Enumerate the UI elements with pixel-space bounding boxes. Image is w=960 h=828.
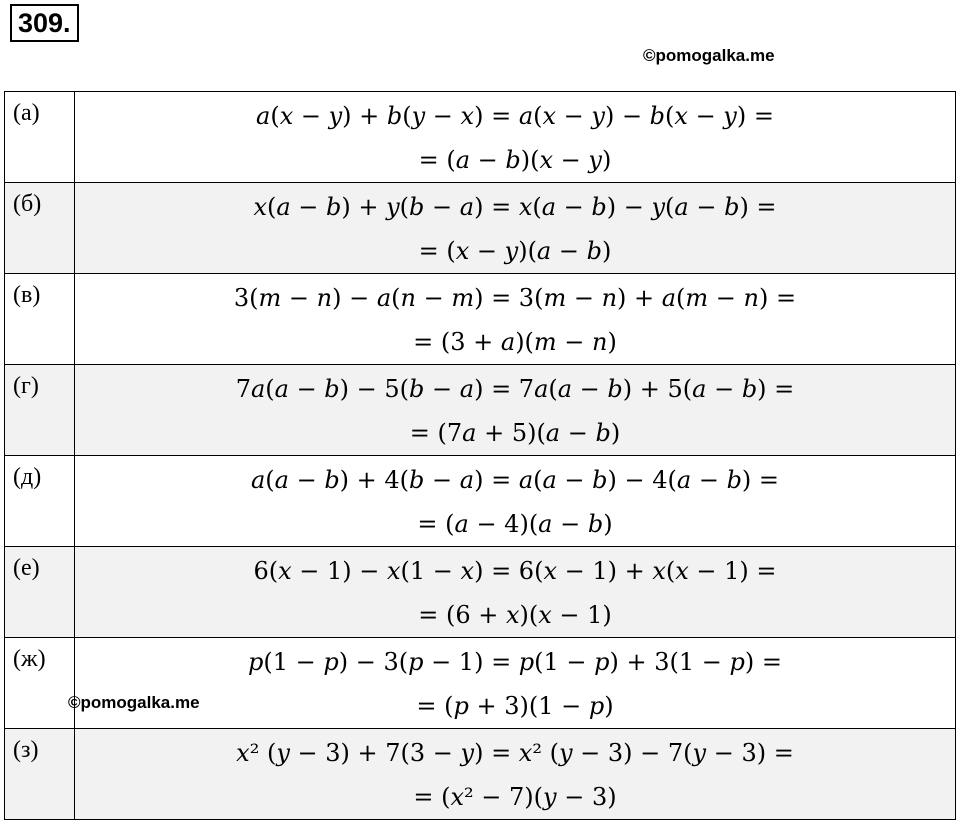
row-math <box>75 729 956 820</box>
table-row-v <box>5 274 956 365</box>
watermark-mid: ©pomogalka.me <box>68 693 200 712</box>
row-label: (ж) <box>5 638 75 729</box>
table-row-z <box>5 729 956 820</box>
table-row-e <box>5 547 956 638</box>
equation-line-2: = (3 + 𝑎)(𝑚 − 𝑛) <box>413 328 617 356</box>
equation-line-1: 6(𝑥 − 1) − 𝑥(1 − 𝑥) = 6(𝑥 − 1) + 𝑥(𝑥 − 1) = <box>253 557 777 585</box>
row-label: (г) <box>5 365 75 456</box>
equation-line-2: = (𝑎 − 𝑏)(𝑥 − 𝑦) <box>418 146 612 174</box>
equation-line-2: = (6 + 𝑥)(𝑥 − 1) <box>418 601 612 629</box>
equation-line-2: = (𝑎 − 4)(𝑎 − 𝑏) <box>417 510 613 538</box>
table-row-g <box>5 365 956 456</box>
row-math <box>75 456 956 547</box>
row-math <box>75 365 956 456</box>
equation-line-1: 7𝑎(𝑎 − 𝑏) − 5(𝑏 − 𝑎) = 7𝑎(𝑎 − 𝑏) + 5(𝑎 − 𝑏) = <box>235 375 795 403</box>
row-math <box>75 92 956 183</box>
equation-line-2: = (𝑥 − 𝑦)(𝑎 − 𝑏) <box>418 237 612 265</box>
row-label: (в) <box>5 274 75 365</box>
table-row-b <box>5 183 956 274</box>
row-math <box>75 183 956 274</box>
table-row-zh <box>5 638 956 729</box>
equation-line-2: = (𝑝 + 3)(1 − 𝑝) <box>416 692 614 720</box>
equation-line-2: = (7𝑎 + 5)(𝑎 − 𝑏) <box>409 419 621 447</box>
row-label: (д) <box>5 456 75 547</box>
row-math <box>75 638 956 729</box>
row-math <box>75 547 956 638</box>
equation-line-1: 𝑝(1 − 𝑝) − 3(𝑝 − 1) = 𝑝(1 − 𝑝) + 3(1 − 𝑝) = <box>247 648 782 676</box>
row-label: (б) <box>5 183 75 274</box>
equation-line-1: 3(𝑚 − 𝑛) − 𝑎(𝑛 − 𝑚) = 3(𝑚 − 𝑛) + 𝑎(𝑚 − 𝑛) = <box>233 284 797 312</box>
problem-number: 309. <box>10 4 79 42</box>
watermark-top: ©pomogalka.me <box>643 46 775 65</box>
row-label: (е) <box>5 547 75 638</box>
row-math <box>75 274 956 365</box>
row-label: (а) <box>5 92 75 183</box>
table-row-a <box>5 92 956 183</box>
equation-line-1: 𝑎(𝑥 − 𝑦) + 𝑏(𝑦 − 𝑥) = 𝑎(𝑥 − 𝑦) − 𝑏(𝑥 − 𝑦) = <box>256 102 774 130</box>
row-label: (з) <box>5 729 75 820</box>
equation-line-1: 𝑥² (𝑦 − 3) + 7(3 − 𝑦) = 𝑥² (𝑦 − 3) − 7(𝑦 − 3) = <box>236 739 794 767</box>
equation-line-1: 𝑎(𝑎 − 𝑏) + 4(𝑏 − 𝑎) = 𝑎(𝑎 − 𝑏) − 4(𝑎 − 𝑏) = <box>250 466 780 494</box>
equation-line-1: 𝑥(𝑎 − 𝑏) + 𝑦(𝑏 − 𝑎) = 𝑥(𝑎 − 𝑏) − 𝑦(𝑎 − 𝑏) = <box>253 193 777 221</box>
equation-line-2: = (𝑥² − 7)(𝑦 − 3) <box>413 783 617 811</box>
table-row-d <box>5 456 956 547</box>
